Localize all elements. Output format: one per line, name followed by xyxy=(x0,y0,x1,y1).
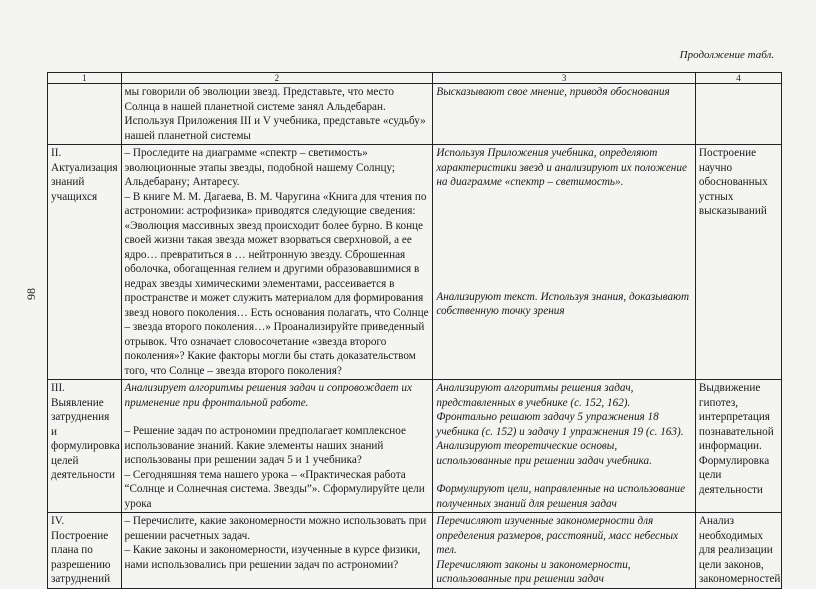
teacher-text: – Какие законы и закономерности, изученные в курсе физики, нами использовались при решении задач по астрономии? xyxy=(124,544,421,571)
teacher-text: – Проследите на диаграмме «спектр – светимость» эволюционные этапы звезды, подобной нашему Солнцу; Альдебарану; Антаресу. xyxy=(124,147,396,188)
teacher-cell xyxy=(121,84,433,145)
result-cell: Построение научно обоснованных устных высказываний xyxy=(695,145,781,380)
teacher-text: – Решение задач по астрономии предполагает комплексное использование знаний. Какие элементы наших знаний использованы при решении задач 5 и 1 учебника? xyxy=(124,425,406,466)
students-text: Высказывают свое мнение, приводя обоснования xyxy=(436,86,670,98)
teacher-text: – Перечислите, какие закономерности можно использовать при решении расчетных задач. xyxy=(124,515,427,542)
column-header: 3 xyxy=(433,73,696,84)
page-number: 98 xyxy=(24,288,38,300)
teacher-cell xyxy=(121,145,433,380)
students-text: Анализируют алгоритмы решения задач, представленных в учебнике (с. 152, 162). Фронтально решают задачу 5 упражнения 18 учебника (с. 152) и задачу 1 упражнения 19 (с. 163). xyxy=(436,382,684,438)
students-cell xyxy=(433,145,696,380)
students-text: Перечисляют изученные закономерности для определения размеров, расстояний, масс небесных тел. xyxy=(436,515,679,556)
table-row xyxy=(48,145,782,380)
lesson-table xyxy=(47,72,782,589)
students-text: Используя Приложения учебника, определяют характеристики звезд и анализируют их положение на диаграмме «спектр – светимость». xyxy=(436,147,687,188)
students-text: Анализируют теоретические основы, использованные при решении задач учебника. xyxy=(436,440,652,467)
stage-cell: II. Актуализация знаний учащихся xyxy=(48,145,122,380)
teacher-cell xyxy=(121,380,433,513)
table-row xyxy=(48,380,782,513)
stage-cell xyxy=(48,84,122,145)
teacher-text: – Сегодняшняя тема нашего урока – «Практическая работа “Солнце и Солнечная система. Звезды”». Сформулируйте цели урока xyxy=(124,468,425,510)
column-header: 1 xyxy=(48,73,122,84)
students-text: Формулируют цели, направленные на использование полученных знаний для решения задач xyxy=(436,483,686,510)
column-header: 2 xyxy=(121,73,433,84)
stage-cell: IV. Построение плана по разрешению затруднений xyxy=(48,513,122,589)
result-cell xyxy=(695,84,781,145)
column-header: 4 xyxy=(695,73,781,84)
result-cell: Выдвижение гипотез, интерпретация познавательной информации. Формулировка цели деятельности xyxy=(695,380,781,513)
students-cell xyxy=(433,513,696,589)
table-row xyxy=(48,84,782,145)
students-cell xyxy=(433,380,696,513)
students-cell xyxy=(433,84,696,145)
teacher-text: – В книге М. М. Дагаева, В. М. Чаругина «Книга для чтения по астрономии: астрофизика» приводятся следующие сведения: «Эволюция массивных звезд происходит более бурно. В конце своей жизни такая звезда может взорваться сверхновой, а ее ядро… превратиться в … нейтронную звезду. Сброшенная оболочка, обогащенная гелием и другими образовавшимися в недрах звезды химическими элементами, рассеивается в пространстве и может служить материалом для формирования звезд нового поколения… Есть основания полагать, что Солнце – звезда второго поколения…» Проанализируйте приведенный отрывок. Что означает словосочетание «звезда второго поколения»? Какие факторы могли бы стать доказательством того, что Солнце – звезда второго поколения? xyxy=(124,190,429,377)
table-header-row xyxy=(48,73,782,84)
teacher-text: Анализирует алгоритмы решения задач и сопровождает их применение при фронтальной работе. xyxy=(124,382,412,409)
students-text: Перечисляют законы и закономерности, использованные при решении задач xyxy=(436,558,631,585)
continued-caption: Продолжение табл. xyxy=(679,49,774,61)
stage-cell: III. Выявление затруднения и формулировка целей деятельности xyxy=(48,380,122,513)
teacher-cell xyxy=(121,513,433,589)
teacher-text: мы говорили об эволюции звезд. Представьте, что место Солнца в нашей планетной системе занял Альдебаран. Используя Приложения III и V учебника, представьте «судьбу» нашей планетной системы xyxy=(124,86,426,142)
students-text: Анализируют текст. Используя знания, доказывают собственную точку зрения xyxy=(436,290,690,317)
table-row xyxy=(48,513,782,589)
result-cell: Анализ необходимых для реализации цели законов, закономерностей xyxy=(695,513,781,589)
